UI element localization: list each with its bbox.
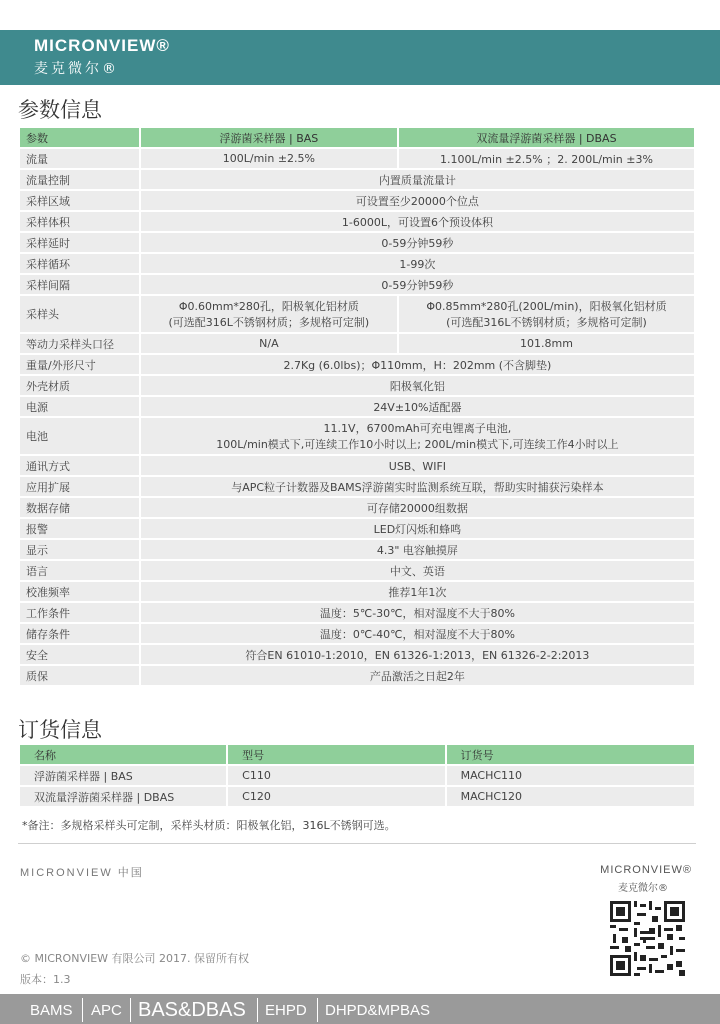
table-row (20, 561, 694, 580)
dbas-head-line2: (可选配316L不锈钢材质；多规格可定制) (446, 316, 647, 329)
row-label: 外壳材质 (20, 376, 139, 395)
order-code: MACHC110 (447, 766, 694, 785)
row-label: 电池 (20, 418, 139, 454)
brand-logo-cn: 麦克微尔® (34, 61, 119, 77)
row-label: 采样区域 (20, 191, 139, 210)
nav-separator (130, 998, 131, 1022)
row-label: 等动力采样头口径 (20, 334, 139, 353)
table-row (20, 233, 694, 252)
row-value: 24V±10%适配器 (141, 397, 694, 416)
brand-header (0, 30, 720, 85)
footer-brand-right-cn: 麦克微尔® (618, 883, 668, 894)
nav-item-bas-dbas[interactable]: BAS&DBAS (138, 999, 246, 1021)
row-value: 温度：5℃-30℃，相对湿度不大于80% (141, 603, 694, 622)
order-header-code: 订货号 (447, 745, 694, 764)
table-row (20, 212, 694, 231)
table-row (20, 477, 694, 496)
table-row (20, 666, 694, 685)
row-value: 可设置至少20000个位点 (141, 191, 694, 210)
order-header-name: 名称 (20, 745, 226, 764)
nav-item-ehpd[interactable]: EHPD (265, 1002, 307, 1019)
order-note: *备注：多规格采样头可定制，采样头材质：阳极氧化铝，316L不锈钢可选。 (22, 819, 396, 832)
row-value: 0-59分钟59秒 (141, 233, 694, 252)
row-label: 质保 (20, 666, 139, 685)
spec-header-dbas: 双流量浮游菌采样器 | DBAS (399, 128, 694, 147)
table-row (20, 624, 694, 643)
row-value: 符合EN 61010-1:2010，EN 61326-1:2013，EN 61326-2-2:2013 (141, 645, 694, 664)
row-label: 通讯方式 (20, 456, 139, 475)
table-row (20, 603, 694, 622)
table-row (20, 456, 694, 475)
row-label: 安全 (20, 645, 139, 664)
table-row (20, 645, 694, 664)
row-value: 产品激活之日起2年 (141, 666, 694, 685)
nav-separator (257, 998, 258, 1022)
order-header-row (20, 745, 694, 764)
row-label: 储存条件 (20, 624, 139, 643)
row-value: 推荐1年1次 (141, 582, 694, 601)
row-label: 显示 (20, 540, 139, 559)
nav-item-bams[interactable]: BAMS (30, 1002, 73, 1019)
spec-header-param: 参数 (20, 128, 139, 147)
order-header-model: 型号 (228, 745, 444, 764)
bottom-product-nav (0, 994, 720, 1024)
qr-code-icon (610, 901, 685, 976)
row-value: 1-6000L，可设置6个预设体积 (141, 212, 694, 231)
row-value-dbas (399, 296, 694, 332)
battery-line2: 100L/min模式下,可连续工作10小时以上; 200L/min模式下,可连续工作4小时以上 (216, 438, 619, 451)
spec-header-row (20, 128, 694, 147)
dbas-head-line1: Φ0.85mm*280孔(200L/min)，阳极氧化铝材质 (426, 300, 667, 313)
row-label: 校准频率 (20, 582, 139, 601)
footer-brand-left: MICRONVIEW 中国 (20, 867, 144, 879)
row-label: 流量 (20, 149, 139, 168)
table-row (20, 397, 694, 416)
row-label: 电源 (20, 397, 139, 416)
version-text: 版本：1.3 (20, 973, 71, 986)
order-model: C110 (228, 766, 444, 785)
copyright-text: © MICRONVIEW 有限公司 2017. 保留所有权 (20, 952, 250, 965)
nav-separator (82, 998, 83, 1022)
table-row (20, 191, 694, 210)
row-value: LED灯闪烁和蜂鸣 (141, 519, 694, 538)
table-row (20, 418, 694, 454)
brand-logo: MICRONVIEW® (34, 36, 170, 55)
row-value: 4.3" 电容触摸屏 (141, 540, 694, 559)
nav-item-dhpd-mpbas[interactable]: DHPD&MPBAS (325, 1002, 431, 1019)
order-section-title: 订货信息 (18, 718, 102, 742)
row-value: 内置质量流量计 (141, 170, 694, 189)
order-code: MACHC120 (447, 787, 694, 806)
order-name: 浮游菌采样器 | BAS (20, 766, 226, 785)
bas-head-line1: Φ0.60mm*280孔，阳极氧化铝材质 (178, 300, 359, 313)
table-row (20, 787, 694, 806)
row-label: 采样体积 (20, 212, 139, 231)
row-value: 与APC粒子计数器及BAMS浮游菌实时监测系统互联，帮助实时捕获污染样本 (141, 477, 694, 496)
row-label: 报警 (20, 519, 139, 538)
row-value: 中文、英语 (141, 561, 694, 580)
table-row (20, 376, 694, 395)
bas-head-line2: (可选配316L不锈钢材质；多规格可定制) (168, 316, 370, 329)
nav-item-apc[interactable]: APC (91, 1002, 122, 1019)
nav-separator (317, 998, 318, 1022)
row-value: 2.7Kg (6.0lbs)；Φ110mm，H：202mm (不含脚垫) (141, 355, 694, 374)
row-label: 工作条件 (20, 603, 139, 622)
row-value: 可存储20000组数据 (141, 498, 694, 517)
table-row (20, 582, 694, 601)
table-row (20, 254, 694, 273)
row-value-bas (141, 296, 397, 332)
row-value (141, 418, 694, 454)
table-row (20, 519, 694, 538)
table-row (20, 498, 694, 517)
divider (18, 843, 696, 844)
row-value-bas: 100L/min ±2.5% (141, 149, 397, 168)
table-row (20, 355, 694, 374)
row-label: 语言 (20, 561, 139, 580)
row-value: 0-59分钟59秒 (141, 275, 694, 294)
row-label: 采样间隔 (20, 275, 139, 294)
row-label: 应用扩展 (20, 477, 139, 496)
row-value: USB、WIFI (141, 456, 694, 475)
footer-brand-right: MICRONVIEW® (600, 864, 692, 876)
row-value: 阳极氧化铝 (141, 376, 694, 395)
order-model: C120 (228, 787, 444, 806)
spec-table (18, 126, 696, 687)
order-name: 双流量浮游菌采样器 | DBAS (20, 787, 226, 806)
table-row (20, 275, 694, 294)
table-row (20, 540, 694, 559)
row-label: 采样头 (20, 296, 139, 332)
row-value-dbas: 101.8mm (399, 334, 694, 353)
table-row (20, 296, 694, 332)
battery-line1: 11.1V，6700mAh可充电锂离子电池, (323, 422, 512, 435)
order-table (18, 743, 696, 808)
spec-section-title: 参数信息 (18, 98, 102, 122)
row-label: 采样延时 (20, 233, 139, 252)
table-row (20, 149, 694, 168)
spec-header-bas: 浮游菌采样器 | BAS (141, 128, 397, 147)
row-label: 流量控制 (20, 170, 139, 189)
row-label: 重量/外形尺寸 (20, 355, 139, 374)
row-label: 数据存储 (20, 498, 139, 517)
table-row (20, 766, 694, 785)
row-value-bas: N/A (141, 334, 397, 353)
table-row (20, 170, 694, 189)
row-label: 采样循环 (20, 254, 139, 273)
row-value: 1-99次 (141, 254, 694, 273)
row-value-dbas: 1.100L/min ±2.5% ；2. 200L/min ±3% (399, 149, 694, 168)
table-row (20, 334, 694, 353)
row-value: 温度：0℃-40℃，相对湿度不大于80% (141, 624, 694, 643)
